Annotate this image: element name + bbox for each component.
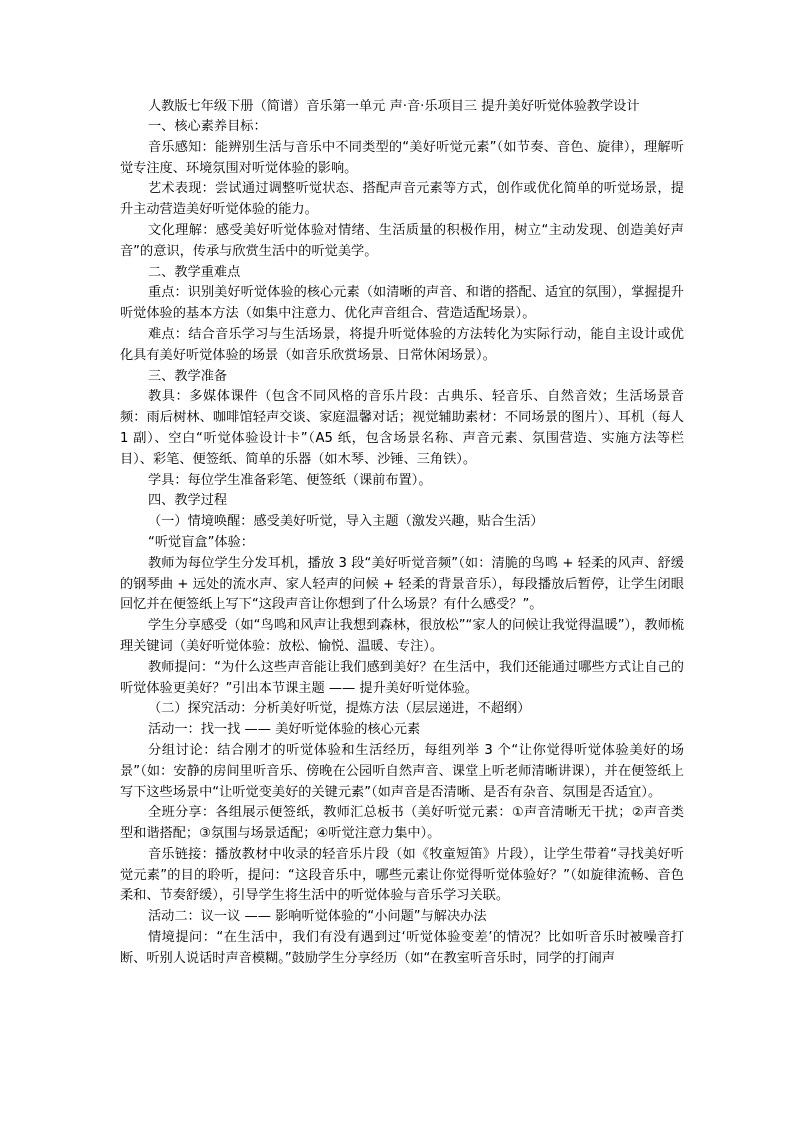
paragraph-process-7: 情境提问：“在生活中，我们有没有遇到过‘听觉体验变差’的情况？比如听音乐时被噪音打断、听别人说话时声音模糊。”鼓励学生分享经历（如“在教室听音乐时，同学的打闹声: [120, 930, 684, 966]
paragraph-blindbox: “听觉盲盒”体验：: [148, 534, 254, 550]
paragraph-teaching-tools: 教具：多媒体课件（包含不同风格的音乐片段：古典乐、轻音乐、自然音效；生活场景音频：雨后树林、咖啡馆轻声交谈、家庭温馨对话；视觉辅助素材：不同场景的图片）、耳机（每人 1 副）、空白“听觉体验设计卡”（A5 纸，包含场景名称、声音元素、氛围营造、实施方法等栏目）、彩笔、便签纸、简单的乐器（如木琴、沙锤、三角铁）。: [120, 389, 684, 467]
subheading-part2: （二）探究活动：分析美好听觉，提炼方法（层层递进，不超纲）: [148, 701, 531, 717]
paragraph-culture: 文化理解：感受美好听觉体验对情绪、生活质量的积极作用，树立“主动发现、创造美好声音”的意识，传承与欣赏生活中的听觉美学。: [120, 222, 684, 259]
paragraph-process-5: 全班分享：各组展示便签纸，教师汇总板书（美好听觉元素：①声音清晰无干扰；②声音类型和谐搭配；③氛围与场景适配；④听觉注意力集中）。: [120, 805, 684, 842]
paragraph-process-4: 分组讨论：结合刚才的听觉体验和生活经历，每组列举 3 个“让你觉得听觉体验美好的场景”（如：安静的房间里听音乐、傍晚在公园听自然声音、课堂上听老师清晰讲课），并在便签纸上写下这些场景中“让听觉变美好的关键元素”（如声音是否清晰、是否有杂音、氛围是否适宜）。: [120, 742, 684, 800]
subheading-part1: （一）情境唤醒：感受美好听觉，导入主题（激发兴趣，贴合生活）: [148, 514, 544, 530]
paragraph-process-2: 学生分享感受（如“鸟鸣和风声让我想到森林，很放松”“家人的问候让我觉得温暖”），教师梳理关键词（美好听觉体验：放松、愉悦、温暖、专注）。: [120, 618, 684, 654]
section-heading-prep: 三、教学准备: [148, 368, 228, 384]
paragraph-student-tools: 学具：每位学生准备彩笔、便签纸（课前布置）。: [148, 472, 432, 488]
paragraph-process-6: 音乐链接：播放教材中收录的轻音乐片段（如《牧童短笛》片段），让学生带着“寻找美好听觉元素”的目的聆听，提问：“这段音乐中，哪些元素让你觉得听觉体验好？”（如旋律流畅、音色柔和、节奏舒缓），引导学生将生活中的听觉体验与音乐学习关联。: [120, 846, 684, 904]
section-heading-goals: 一、核心素养目标：: [148, 119, 267, 134]
document-title: 人教版七年级下册（简谱）音乐第一单元 声·音·乐项目三 提升美好听觉体验教学设计: [148, 99, 640, 114]
paragraph-perception: 音乐感知：能辨别生活与音乐中不同类型的“美好听觉元素”（如节奏、音色、旋律），理解听觉专注度、环境氛围对听觉体验的影响。: [120, 139, 684, 176]
section-heading-keypoints: 二、教学重难点: [148, 264, 241, 280]
paragraph-process-1: 教师为每位学生分发耳机，播放 3 段“美好听觉音频”（如：清脆的鸟鸣 + 轻柔的风声、舒缓的钢琴曲 + 远处的流水声、家人轻声的问候 + 轻柔的背景音乐），每段播放后暂停，让学生闭眼回忆并在便签纸上写下“这段声音让你想到了什么场景？有什么感受？”。: [120, 555, 684, 613]
activity-one-heading: 活动一：找一找 —— 美好听觉体验的核心元素: [148, 722, 421, 738]
paragraph-expression: 艺术表现：尝试通过调整听觉状态、搭配声音元素等方式，创作或优化简单的听觉场景，提升主动营造美好听觉体验的能力。: [120, 181, 684, 218]
document-body: [120, 96, 684, 970]
section-heading-process: 四、教学过程: [148, 493, 228, 509]
paragraph-key-point: 重点：识别美好听觉体验的核心元素（如清晰的声音、和谐的搭配、适宜的氛围），掌握提升听觉体验的基本方法（如集中注意力、优化声音组合、营造适配场景）。: [120, 285, 684, 322]
activity-two-heading: 活动二：议一议 —— 影响听觉体验的“小问题”与解决办法: [148, 909, 487, 925]
paragraph-process-3: 教师提问：“为什么这些声音能让我们感到美好？在生活中，我们还能通过哪些方式让自己的听觉体验更美好？”引出本节课主题 —— 提升美好听觉体验。: [120, 659, 684, 696]
paragraph-difficult-point: 难点：结合音乐学习与生活场景，将提升听觉体验的方法转化为实际行动，能自主设计或优化具有美好听觉体验的场景（如音乐欣赏场景、日常休闲场景）。: [120, 326, 684, 363]
